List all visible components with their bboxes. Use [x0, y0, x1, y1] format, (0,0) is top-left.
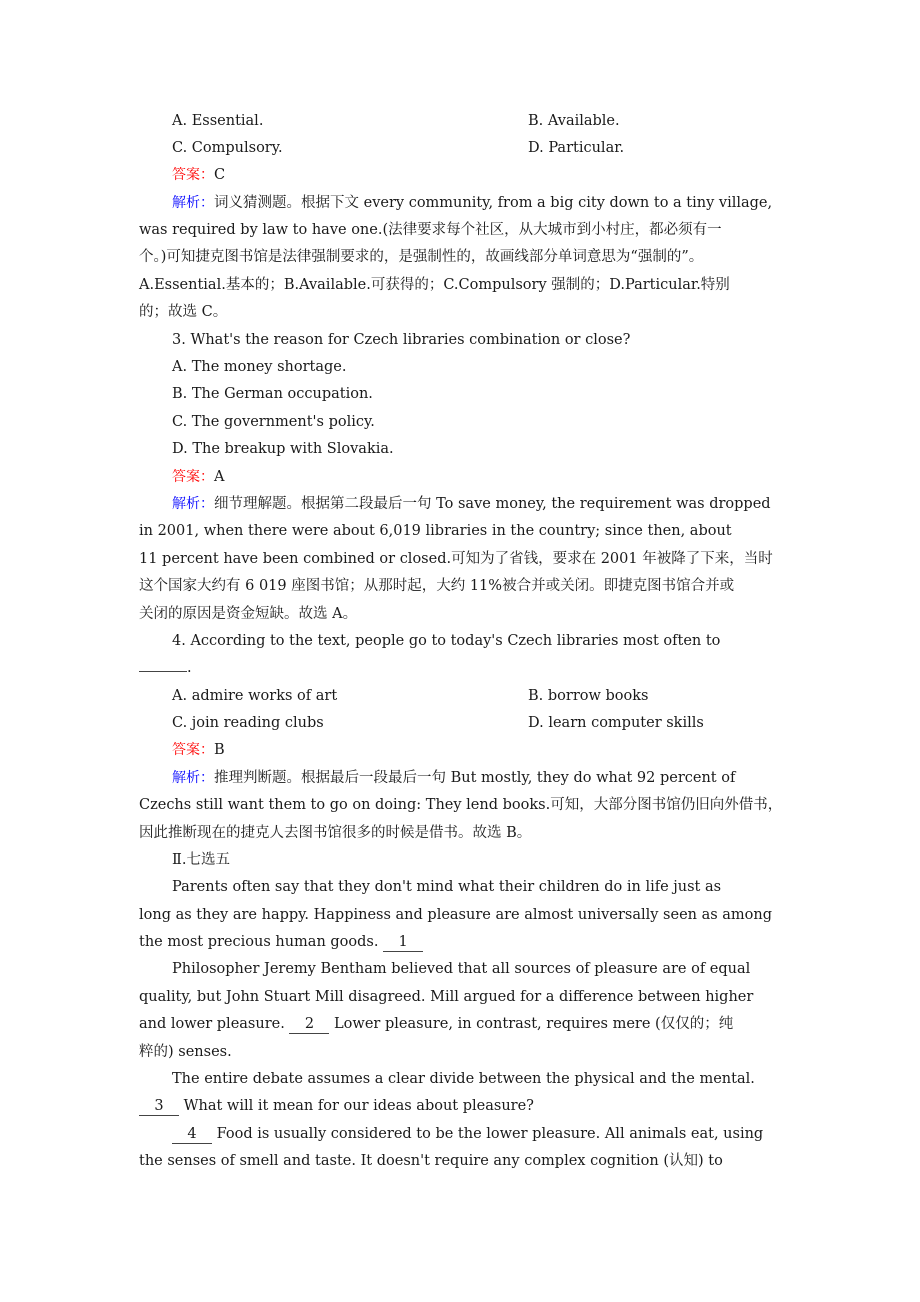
- passage-text: the most precious human goods.: [139, 934, 379, 950]
- passage-text: What will it mean for our ideas about pleasure?: [183, 1098, 534, 1114]
- q3-question: 3. What's the reason for Czech libraries combination or close?: [172, 332, 631, 348]
- q3-explanation-line: in 2001, when there were about 6,019 libraries in the country; since then, about: [139, 523, 732, 539]
- q2-option-d: D. Particular.: [528, 140, 625, 156]
- passage-line: The entire debate assumes a clear divide between the physical and the mental.: [172, 1071, 755, 1087]
- passage-text: Food is usually considered to be the lower pleasure. All animals eat, using: [216, 1126, 764, 1142]
- blank-4: 4: [172, 1125, 212, 1144]
- passage-text: and lower pleasure.: [139, 1016, 285, 1032]
- q4-options-row2: [172, 710, 704, 737]
- passage-line: the senses of smell and taste. It doesn't require any complex cognition (认知) to: [139, 1153, 723, 1169]
- q4-explanation-line: [172, 765, 735, 792]
- explanation-text: 细节理解题。根据第二段最后一句 To save money, the requirement was dropped: [214, 496, 771, 512]
- q2-option-c: C. Compulsory.: [172, 140, 283, 156]
- q4-option-b: B. borrow books: [528, 688, 649, 704]
- q3-explanation-line: 这个国家大约有 6 019 座图书馆；从那时起，大约 11%被合并或关闭。即捷克图书馆合并或: [139, 578, 735, 594]
- q2-option-b: B. Available.: [528, 113, 620, 129]
- blank-2: 2: [289, 1015, 329, 1034]
- blank-3: 3: [139, 1097, 179, 1116]
- q4-question-blank: [139, 655, 192, 682]
- passage-line: [172, 1121, 763, 1148]
- q2-explanation-line: 个。)可知捷克图书馆是法律强制要求的，是强制性的，故画线部分单词意思为“强制的”。: [139, 249, 704, 265]
- q2-answer: [172, 162, 225, 189]
- answer-label: 答案：: [172, 469, 214, 485]
- q3-explanation-line: 关闭的原因是资金短缺。故选 A。: [139, 606, 358, 622]
- period: .: [187, 660, 192, 676]
- q3-explanation-line: 11 percent have been combined or closed.可知为了省钱，要求在 2001 年被降了下来，当时: [139, 551, 773, 567]
- explanation-label: 解析：: [172, 770, 214, 786]
- passage-line: long as they are happy. Happiness and pleasure are almost universally seen as among: [139, 907, 773, 923]
- passage-line: 粹的) senses.: [139, 1044, 232, 1060]
- explanation-text: 推理判断题。根据最后一段最后一句 But mostly, they do what 92 percent of: [214, 770, 736, 786]
- explanation-label: 解析：: [172, 496, 214, 512]
- q4-explanation-line: Czechs still want them to go on doing: They lend books.可知，大部分图书馆仍旧向外借书，: [139, 797, 783, 813]
- q2-explanation-line: [172, 190, 772, 217]
- answer-value: B: [214, 742, 225, 758]
- q3-option-d: D. The breakup with Slovakia.: [172, 441, 394, 457]
- q3-option-b: B. The German occupation.: [172, 386, 373, 402]
- passage-line: quality, but John Stuart Mill disagreed. Mill argued for a difference between higher: [139, 989, 754, 1005]
- q4-option-a: A. admire works of art: [172, 688, 338, 704]
- q3-option-c: C. The government's policy.: [172, 414, 375, 430]
- explanation-label: 解析：: [172, 195, 214, 211]
- passage-line: [139, 929, 423, 956]
- q2-explanation-line: was required by law to have one.(法律要求每个社区，从大城市到小村庄，都必须有一: [139, 222, 722, 238]
- q4-options-row1: [172, 683, 649, 710]
- q4-option-d: D. learn computer skills: [528, 715, 704, 731]
- answer-label: 答案：: [172, 742, 214, 758]
- fill-blank: [139, 671, 187, 672]
- q3-option-a: A. The money shortage.: [172, 359, 347, 375]
- explanation-text: 词义猜测题。根据下文 every community, from a big city down to a tiny village,: [214, 195, 773, 211]
- q2-option-a: A. Essential.: [172, 113, 264, 129]
- q3-answer: [172, 464, 224, 491]
- q3-explanation-line: [172, 491, 771, 518]
- answer-label: 答案：: [172, 167, 214, 183]
- q2-options-row1: [172, 108, 620, 135]
- q4-question: 4. According to the text, people go to today's Czech libraries most often to: [172, 633, 721, 649]
- q2-options-row2: [172, 135, 625, 162]
- q4-answer: [172, 737, 225, 764]
- q4-explanation-line: 因此推断现在的捷克人去图书馆很多的时候是借书。故选 B。: [139, 825, 532, 841]
- answer-value: C: [214, 167, 226, 183]
- passage-line: Parents often say that they don't mind what their children do in life just as: [172, 879, 722, 895]
- answer-value: A: [214, 469, 225, 485]
- passage-line: [139, 1093, 534, 1120]
- q2-explanation-line: A.Essential.基本的；B.Available.可获得的；C.Compulsory 强制的；D.Particular.特别: [139, 277, 730, 293]
- passage-line: Philosopher Jeremy Bentham believed that all sources of pleasure are of equal: [172, 961, 751, 977]
- passage-line: [139, 1011, 733, 1038]
- blank-1: 1: [383, 933, 423, 952]
- section-title: Ⅱ.七选五: [172, 852, 230, 868]
- passage-text: Lower pleasure, in contrast, requires mere (仅仅的；纯: [334, 1016, 734, 1032]
- q2-explanation-line: 的；故选 C。: [139, 304, 228, 320]
- q4-option-c: C. join reading clubs: [172, 715, 324, 731]
